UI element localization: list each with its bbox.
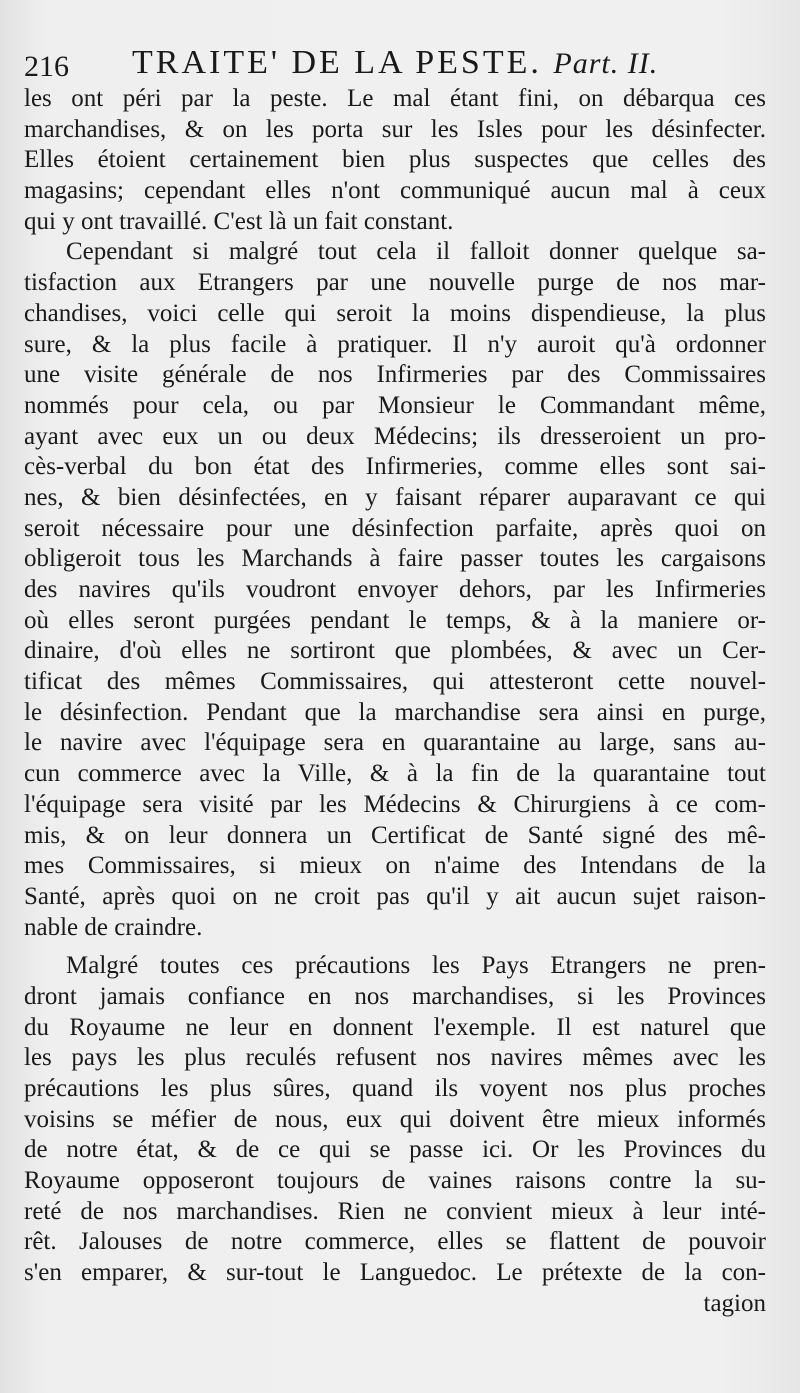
- text-line: cun commerce avec la Ville, & à la fin de la quarantaine tout: [24, 760, 766, 788]
- paragraph-gap: [24, 943, 766, 951]
- catchword: tagion: [703, 1289, 766, 1317]
- text-line: les ont péri par la peste. Le mal étant fini, on débarqua ces: [24, 85, 766, 112]
- text-line: magasins; cependant elles n'ont communiqué aucun mal à ceux: [24, 177, 766, 205]
- text-line: rêt. Jalouses de notre commerce, elles se flattent de pouvoir: [24, 1228, 766, 1256]
- text-line: dront jamais confiance en nos marchandises, si les Provinces: [24, 982, 766, 1010]
- text-line: les pays les plus reculés refusent nos navires mêmes avec les: [24, 1044, 766, 1072]
- text-line: du Royaume ne leur en donnent l'exemple. Il est naturel que: [24, 1013, 766, 1041]
- running-title: [132, 44, 658, 82]
- text-line: reté de nos marchandises. Rien ne convient mieux à leur inté-: [24, 1197, 766, 1225]
- text-line: marchandises, & on les porta sur les Isles pour les désinfecter.: [24, 115, 766, 143]
- text-line: Royaume opposeront toujours de vaines raisons contre la su-: [24, 1167, 766, 1195]
- text-line: nable de craindre.: [24, 913, 203, 941]
- text-line: mis, & on leur donnera un Certificat de Santé signé des mê-: [24, 821, 766, 849]
- running-part: Part. II.: [553, 47, 659, 80]
- page-body: [24, 84, 766, 1320]
- text-line: qui y ont travaillé. C'est là un fait constant.: [24, 207, 454, 235]
- text-line: Santé, après quoi on ne croit pas qu'il y ait aucun sujet raison-: [24, 882, 766, 910]
- text-line: mes Commissaires, si mieux on n'aime des Intendans de la: [24, 852, 766, 880]
- text-line: voisins se méfier de nous, eux qui doivent être mieux informés: [24, 1105, 766, 1133]
- text-line: nes, & bien désinfectées, en y faisant réparer auparavant ce qui: [24, 483, 766, 511]
- text-line: s'en emparer, & sur-tout le Languedoc. Le prétexte de la con-: [24, 1259, 766, 1287]
- text-line: le navire avec l'équipage sera en quarantaine au large, sans au-: [24, 729, 766, 757]
- text-line: tisfaction aux Etrangers par une nouvelle purge de nos mar-: [24, 269, 766, 297]
- text-line: précautions les plus sûres, quand ils voyent nos plus proches: [24, 1075, 766, 1102]
- text-line: cès-verbal du bon état des Infirmeries, comme elles sont sai-: [24, 453, 766, 481]
- text-line: une visite générale de nos Infirmeries par des Commissaires: [24, 361, 766, 389]
- page-number: 216: [24, 50, 69, 83]
- text-line: le désinfection. Pendant que la marchandise sera ainsi en purge,: [24, 698, 766, 726]
- text-line: seroit nécessaire pour une désinfection parfaite, après quoi on: [24, 514, 766, 542]
- text-line: où elles seront purgées pendant le temps, & à la maniere or-: [24, 606, 766, 634]
- running-title-text: TRAITE' DE LA PESTE.: [132, 44, 542, 81]
- text-line: Elles étoient certainement bien plus suspectes que celles des: [24, 146, 766, 174]
- text-line: chandises, voici celle qui seroit la moins dispendieuse, la plus: [24, 299, 766, 327]
- text-line: sure, & la plus facile à pratiquer. Il n'y auroit qu'à ordonner: [24, 330, 766, 358]
- text-line: l'équipage sera visité par les Médecins & Chirurgiens à ce com-: [24, 790, 766, 818]
- text-line: Malgré toutes ces précautions les Pays Etrangers ne pren-: [66, 952, 766, 980]
- text-line: de notre état, & de ce qui se passe ici. Or les Provinces du: [24, 1136, 766, 1164]
- text-line: dinaire, d'où elles ne sortiront que plombées, & avec un Cer-: [24, 637, 766, 665]
- text-line: obligeroit tous les Marchands à faire passer toutes les cargaisons: [24, 545, 766, 573]
- text-line: Cependant si malgré tout cela il falloit donner quelque sa-: [66, 238, 766, 266]
- text-line: ayant avec eux un ou deux Médecins; ils dresseroient un pro-: [24, 422, 766, 450]
- text-line: nommés pour cela, ou par Monsieur le Commandant même,: [24, 391, 766, 419]
- text-line: tificat des mêmes Commissaires, qui attesteront cette nouvel-: [24, 668, 766, 696]
- text-line: des navires qu'ils voudront envoyer dehors, par les Infirmeries: [24, 576, 766, 603]
